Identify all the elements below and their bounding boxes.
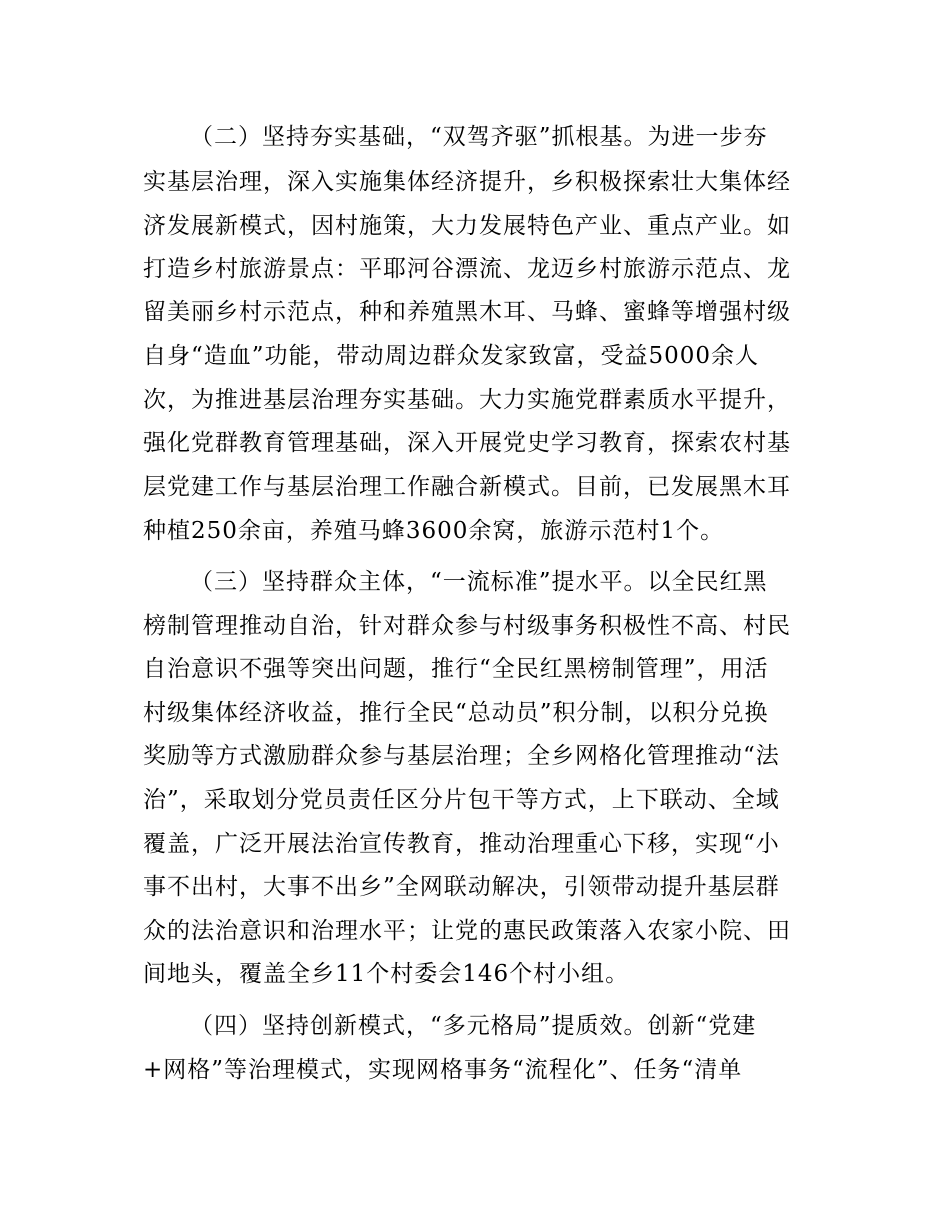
paragraph-3-line-9: 众的法治意识和治理水平；让党的惠民政策落入农家小院、田 — [143, 918, 791, 944]
paragraph-3-line-3: 自治意识不强等突出问题，推行“全民红黑榜制管理”，用活 — [143, 656, 769, 682]
paragraph-2-line-9: 层党建工作与基层治理工作融合新模式。目前，已发展黑木耳 — [143, 474, 791, 500]
paragraph-3-line-8: 事不出村，大事不出乡”全网联动解决，引领带动提升基层群 — [143, 874, 780, 900]
paragraph-2-line-7: 次，为推进基层治理夯实基础。大力实施党群素质水平提升， — [143, 387, 791, 413]
paragraph-2-line-4: 打造乡村旅游景点：平耶河谷漂流、龙迈乡村旅游示范点、龙 — [143, 256, 791, 282]
paragraph-2-line-1: （二）坚持夯实基础，“双驾齐驱”抓根基。为进一步夯 — [190, 124, 768, 150]
paragraph-2-line-10: 种植250余亩，养殖马蜂3600余窝，旅游示范村1个。 — [143, 518, 725, 544]
paragraph-3-line-1: （三）坚持群众主体，“一流标准”提水平。以全民红黑 — [190, 569, 768, 595]
paragraph-2-line-5: 留美丽乡村示范点，种和养殖黑木耳、马蜂、蜜蜂等增强村级 — [143, 299, 791, 325]
paragraph-3-line-7: 覆盖，广泛开展法治宣传教育，推动治理重心下移，实现“小 — [143, 831, 780, 857]
paragraph-2-line-8: 强化党群教育管理基础，深入开展党史学习教育，探索农村基 — [143, 430, 791, 456]
paragraph-3-line-5: 奖励等方式激励群众参与基层治理；全乡网格化管理推动“法 — [143, 743, 780, 769]
paragraph-3-line-10: 间地头，覆盖全乡11个村委会146个村小组。 — [143, 961, 630, 987]
paragraph-4-line-2: +网格”等治理模式，实现网格事务“流程化”、任务“清单 — [143, 1057, 743, 1083]
paragraph-2-line-6: 自身“造血”功能，带动周边群众发家致富，受益5000余人 — [143, 343, 760, 369]
paragraph-4-line-1: （四）坚持创新模式，“多元格局”提质效。创新“党建 — [190, 1013, 757, 1039]
paragraph-3-line-6: 治”，采取划分党员责任区分片包干等方式，上下联动、全域 — [143, 787, 780, 813]
paragraph-2-line-2: 实基层治理，深入实施集体经济提升，乡积极探索壮大集体经 — [143, 169, 791, 195]
paragraph-3-line-4: 村级集体经济收益，推行全民“总动员”积分制，以积分兑换 — [143, 700, 769, 726]
paragraph-3-line-2: 榜制管理推动自治，针对群众参与村级事务积极性不高、村民 — [143, 613, 791, 639]
paragraph-2-line-3: 济发展新模式，因村施策，大力发展特色产业、重点产业。如 — [143, 213, 791, 239]
